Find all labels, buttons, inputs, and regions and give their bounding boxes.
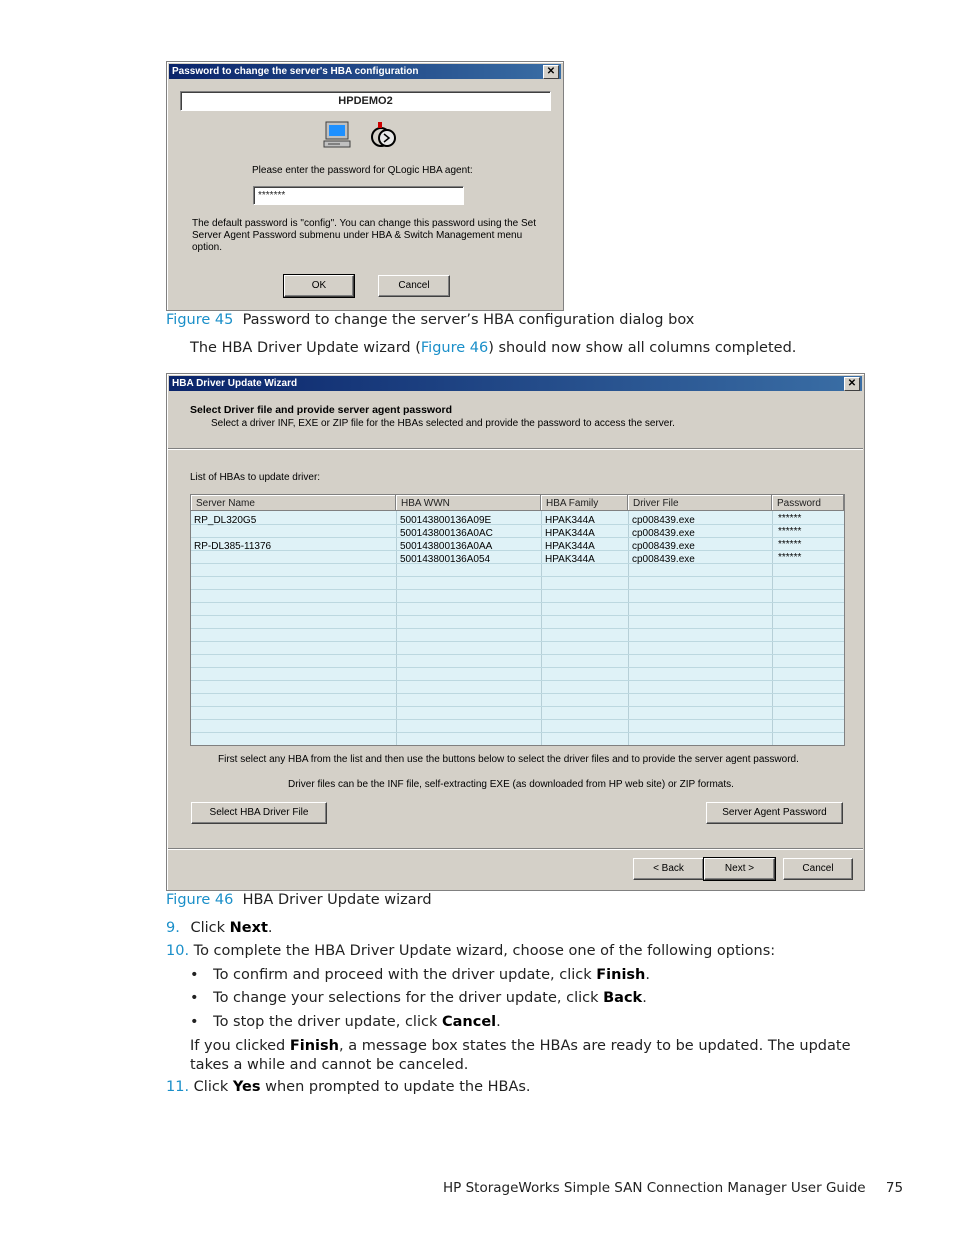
row-line	[191, 706, 844, 707]
hba-table[interactable]	[190, 494, 845, 746]
hba-agent-icon	[367, 119, 399, 151]
finish-note	[190, 1037, 880, 1075]
server-agent-password-button[interactable]	[706, 802, 843, 824]
keyword: Yes	[232, 1079, 261, 1095]
password-input[interactable]	[253, 186, 464, 205]
bullet-text: To confirm and proceed with the driver update, click	[213, 967, 597, 983]
table-cell[interactable]: HPAK344A	[545, 528, 595, 539]
figure-45-label: Figure 45	[166, 312, 234, 328]
page-number: 75	[885, 1180, 904, 1196]
step-number: 11.	[166, 1079, 190, 1095]
server-name-field	[180, 91, 551, 111]
row-line	[191, 667, 844, 668]
figure-46-link[interactable]: Figure 46	[420, 340, 489, 356]
table-cell[interactable]: 500143800136A0AC	[400, 528, 493, 539]
next-label: Next >	[724, 863, 755, 874]
intro-paragraph	[190, 340, 796, 356]
wizard-subheading: Select a driver INF, EXE or ZIP file for the HBAs selected and provide the password to access the server.	[211, 418, 675, 429]
footer-title: HP StorageWorks Simple SAN Connection Manager User Guide	[443, 1180, 866, 1196]
step-number: 9.	[166, 920, 180, 936]
row-line	[191, 589, 844, 590]
bullet: •	[190, 967, 199, 983]
server-agent-label: Server Agent Password	[722, 807, 827, 818]
figure-45-caption	[166, 312, 694, 328]
row-line	[191, 550, 844, 551]
password-value: *******	[258, 190, 286, 201]
header-divider	[168, 448, 863, 450]
wizard-title: HBA Driver Update Wizard	[172, 378, 298, 389]
bullet-text: .	[496, 1014, 501, 1030]
dialog-title: Password to change the server's HBA configuration	[172, 66, 419, 77]
close-icon[interactable]: ✕	[543, 65, 559, 79]
note-text: If you clicked	[190, 1038, 290, 1054]
back-label: < Back	[653, 863, 684, 874]
bullet-text: .	[642, 990, 647, 1006]
step-10	[166, 943, 775, 959]
wizard-titlebar	[169, 376, 862, 391]
keyword: Back	[603, 990, 643, 1006]
step-11	[166, 1079, 531, 1095]
ok-label: OK	[311, 280, 327, 291]
bullet-text: To change your selections for the driver update, click	[213, 990, 604, 1006]
hba-list-label: List of HBAs to update driver:	[190, 472, 321, 483]
row-line	[191, 654, 844, 655]
row-line	[191, 719, 844, 720]
table-cell[interactable]: ******	[778, 552, 802, 563]
step-text: when prompted to update the HBAs.	[260, 1079, 531, 1095]
keyword: Next	[229, 920, 268, 936]
table-cell[interactable]: ******	[778, 513, 802, 524]
table-cell[interactable]: HPAK344A	[545, 554, 595, 565]
intro-before: The HBA Driver Update wizard (	[190, 340, 421, 356]
list-item	[190, 967, 650, 983]
table-cell[interactable]: ******	[778, 539, 802, 550]
table-cell[interactable]: cp008439.exe	[632, 515, 695, 526]
password-dialog	[166, 61, 564, 311]
instruction-2: Driver files can be the INF file, self-extracting EXE (as downloaded from HP web site) or ZIP formats.	[288, 779, 734, 790]
wizard-heading: Select Driver file and provide server agent password	[190, 404, 453, 416]
row-line	[191, 576, 844, 577]
bullet-text: .	[645, 967, 650, 983]
table-cell[interactable]: HPAK344A	[545, 515, 595, 526]
dialog-titlebar	[169, 64, 561, 79]
row-line	[191, 563, 844, 564]
next-button[interactable]	[704, 858, 775, 880]
password-prompt: Please enter the password for QLogic HBA agent:	[252, 165, 473, 176]
figure-46-text: HBA Driver Update wizard	[242, 892, 432, 908]
table-cell[interactable]: RP-DL385-11376	[194, 541, 272, 552]
note-text: , a message box states the HBAs are ready to be updated. The update takes a while and cannot be canceled.	[190, 1038, 851, 1073]
row-line	[191, 641, 844, 642]
bullet: •	[190, 1014, 199, 1030]
step-text: .	[267, 920, 273, 936]
figure-46-label: Figure 46	[166, 892, 234, 908]
table-cell[interactable]: cp008439.exe	[632, 528, 695, 539]
step-9	[166, 920, 273, 936]
step-text: To complete the HBA Driver Update wizard, choose one of the following options:	[193, 943, 776, 959]
page-footer	[443, 1180, 903, 1196]
table-cell[interactable]: cp008439.exe	[632, 554, 695, 565]
row-line	[191, 732, 844, 733]
row-line	[191, 615, 844, 616]
computer-icon	[322, 119, 354, 151]
step-number: 10.	[166, 943, 190, 959]
table-cell[interactable]: 500143800136A09E	[400, 515, 492, 526]
table-cell[interactable]: RP_DL320G5	[194, 515, 257, 526]
instruction-1: First select any HBA from the list and then use the buttons below to select the driver files and to provide the server agent password.	[218, 754, 799, 765]
keyword: Finish	[289, 1038, 339, 1054]
intro-after: ) should now show all columns completed.	[488, 340, 797, 356]
cancel-label: Cancel	[398, 280, 430, 291]
column-header-hba-family[interactable]: HBA Family	[541, 495, 628, 511]
row-line	[191, 680, 844, 681]
wizard-cancel-label: Cancel	[802, 863, 834, 874]
footer-divider	[168, 848, 863, 850]
select-hba-driver-file-button[interactable]	[191, 802, 327, 824]
column-header-password[interactable]: Password	[772, 495, 844, 511]
column-header-server-name[interactable]: Server Name	[191, 495, 396, 511]
row-line	[191, 628, 844, 629]
back-button[interactable]	[633, 858, 704, 880]
table-cell[interactable]: ******	[778, 526, 802, 537]
keyword: Cancel	[441, 1014, 497, 1030]
row-line	[191, 524, 844, 525]
keyword: Finish	[596, 967, 646, 983]
bullet-text: To stop the driver update, click	[213, 1014, 442, 1030]
table-cell[interactable]: cp008439.exe	[632, 541, 695, 552]
table-cell[interactable]: 500143800136A0AA	[400, 541, 493, 552]
table-cell[interactable]: HPAK344A	[545, 541, 595, 552]
row-line	[191, 537, 844, 538]
step-text: Click	[193, 1079, 233, 1095]
table-cell[interactable]: 500143800136A054	[400, 554, 491, 565]
figure-46-caption	[166, 892, 432, 908]
step-text: Click	[190, 920, 230, 936]
figure-45-text: Password to change the server’s HBA configuration dialog box	[242, 312, 695, 328]
wizard-cancel-button[interactable]	[783, 858, 853, 880]
close-icon[interactable]: ✕	[844, 377, 860, 391]
password-note: The default password is "config". You can change this password using the Set Server Agent Password submenu under HBA & Switch Management menu option.	[192, 218, 536, 253]
column-header-hba-wwn[interactable]: HBA WWN	[396, 495, 541, 511]
column-header-driver-file[interactable]: Driver File	[628, 495, 772, 511]
cancel-button[interactable]	[378, 275, 450, 297]
row-line	[191, 693, 844, 694]
select-driver-label: Select HBA Driver File	[209, 807, 309, 818]
server-name-value: HPDEMO2	[338, 95, 393, 107]
list-item	[190, 1014, 501, 1030]
ok-button[interactable]	[284, 275, 354, 297]
list-item	[190, 990, 647, 1006]
bullet: •	[190, 990, 199, 1006]
row-line	[191, 602, 844, 603]
